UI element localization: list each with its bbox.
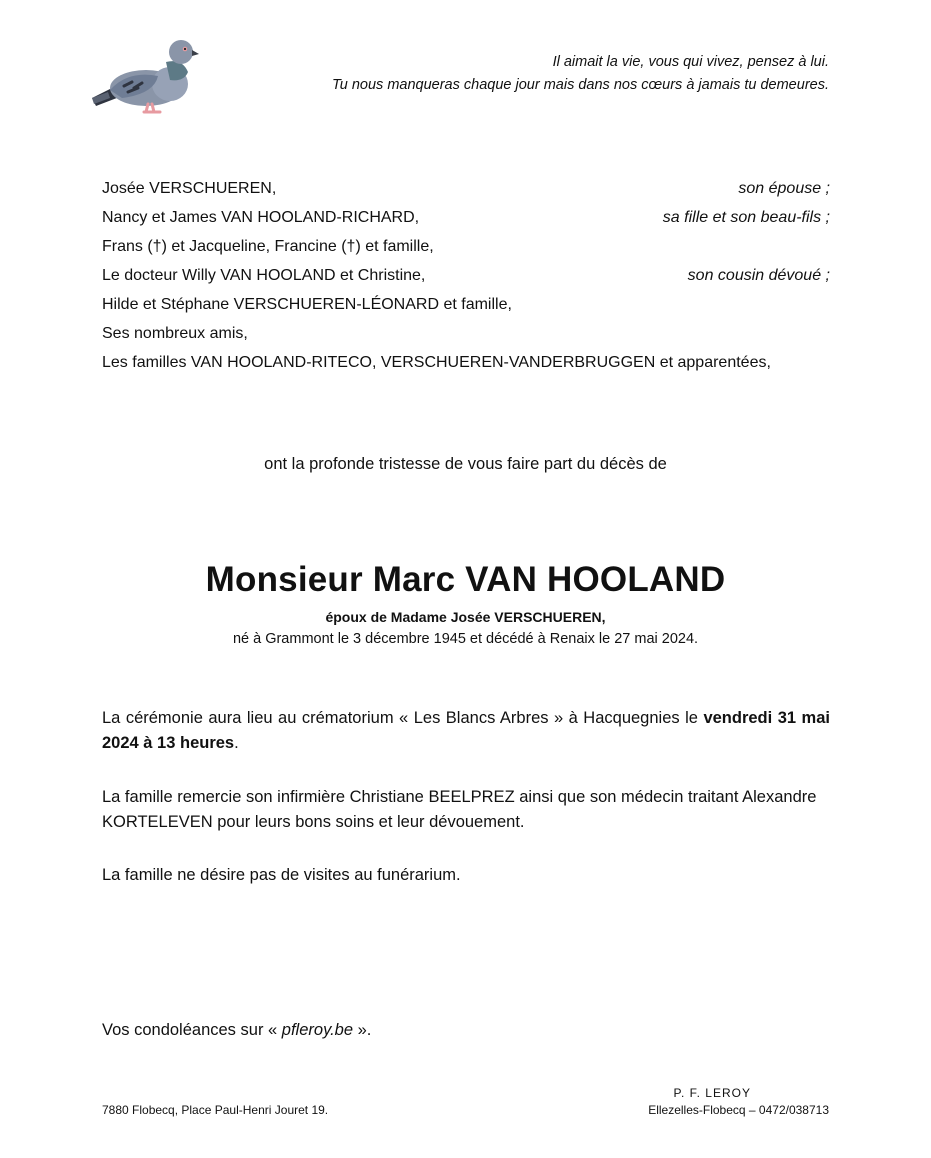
family-row: [102, 348, 830, 377]
thanks-paragraph: La famille remercie son infirmière Christiane BEELPREZ ainsi que son médecin traitant Alexandre KORTELEVEN pour leurs bons soins et leur dévouement.: [102, 788, 817, 831]
family-row: [102, 203, 830, 232]
family-row: [102, 290, 830, 319]
footer-address: 7880 Flobecq, Place Paul-Henri Jouret 19.: [102, 1103, 329, 1117]
deceased-name: Monsieur Marc VAN HOOLAND: [205, 560, 726, 599]
family-names: Ses nombreux amis,: [102, 325, 248, 342]
spouse-line: époux de Madame Josée VERSCHUEREN,: [325, 609, 606, 625]
family-names: Hilde et Stéphane VERSCHUEREN-LÉONARD et famille,: [102, 296, 512, 313]
ceremony-date: vendredi 31 mai 2024 à 13 heures: [102, 709, 830, 752]
announcement-intro: ont la profonde tristesse de vous faire part du décès de: [264, 455, 667, 473]
family-relation: son épouse ;: [738, 180, 830, 197]
visits-paragraph: La famille ne désire pas de visites au funérarium.: [102, 866, 461, 884]
family-row: [102, 232, 830, 261]
condolences-prefix: Vos condoléances sur «: [102, 1021, 282, 1039]
quote-line-2: Tu nous manqueras chaque jour mais dans nos cœurs à jamais tu demeures.: [331, 77, 829, 93]
family-names: Nancy et James VAN HOOLAND-RICHARD,: [102, 209, 420, 226]
family-relation: son cousin dévoué ;: [687, 267, 830, 284]
family-row: [102, 319, 830, 348]
ceremony-end: .: [234, 734, 239, 752]
footer-contact: Ellezelles-Flobecq – 0472/038713: [648, 1103, 829, 1117]
quote-line-1: Il aimait la vie, vous qui vivez, pensez à lui.: [552, 54, 829, 70]
family-names: Josée VERSCHUEREN,: [102, 180, 277, 197]
family-relation: sa fille et son beau-fils ;: [662, 209, 830, 226]
condolences-line: [102, 1018, 830, 1043]
footer-company: P. F. LEROY: [673, 1086, 751, 1100]
family-names: Les familles VAN HOOLAND-RITECO, VERSCHUEREN-VANDERBRUGGEN et apparentées,: [102, 354, 771, 371]
family-names: Le docteur Willy VAN HOOLAND et Christine,: [102, 267, 426, 284]
condolences-suffix: ».: [353, 1021, 372, 1039]
condolences-site-link[interactable]: pfleroy.be: [281, 1021, 354, 1039]
family-row: [102, 261, 830, 290]
birth-death-line: né à Grammont le 3 décembre 1945 et décédé à Renaix le 27 mai 2024.: [232, 631, 699, 647]
family-names: Frans (†) et Jacqueline, Francine (†) et famille,: [102, 238, 434, 255]
ceremony-paragraph: [102, 706, 830, 756]
family-row: [102, 174, 830, 203]
pigeon-icon: [88, 36, 202, 114]
ceremony-text: La cérémonie aura lieu au crématorium « Les Blancs Arbres » à Hacquegnies le: [102, 709, 698, 727]
